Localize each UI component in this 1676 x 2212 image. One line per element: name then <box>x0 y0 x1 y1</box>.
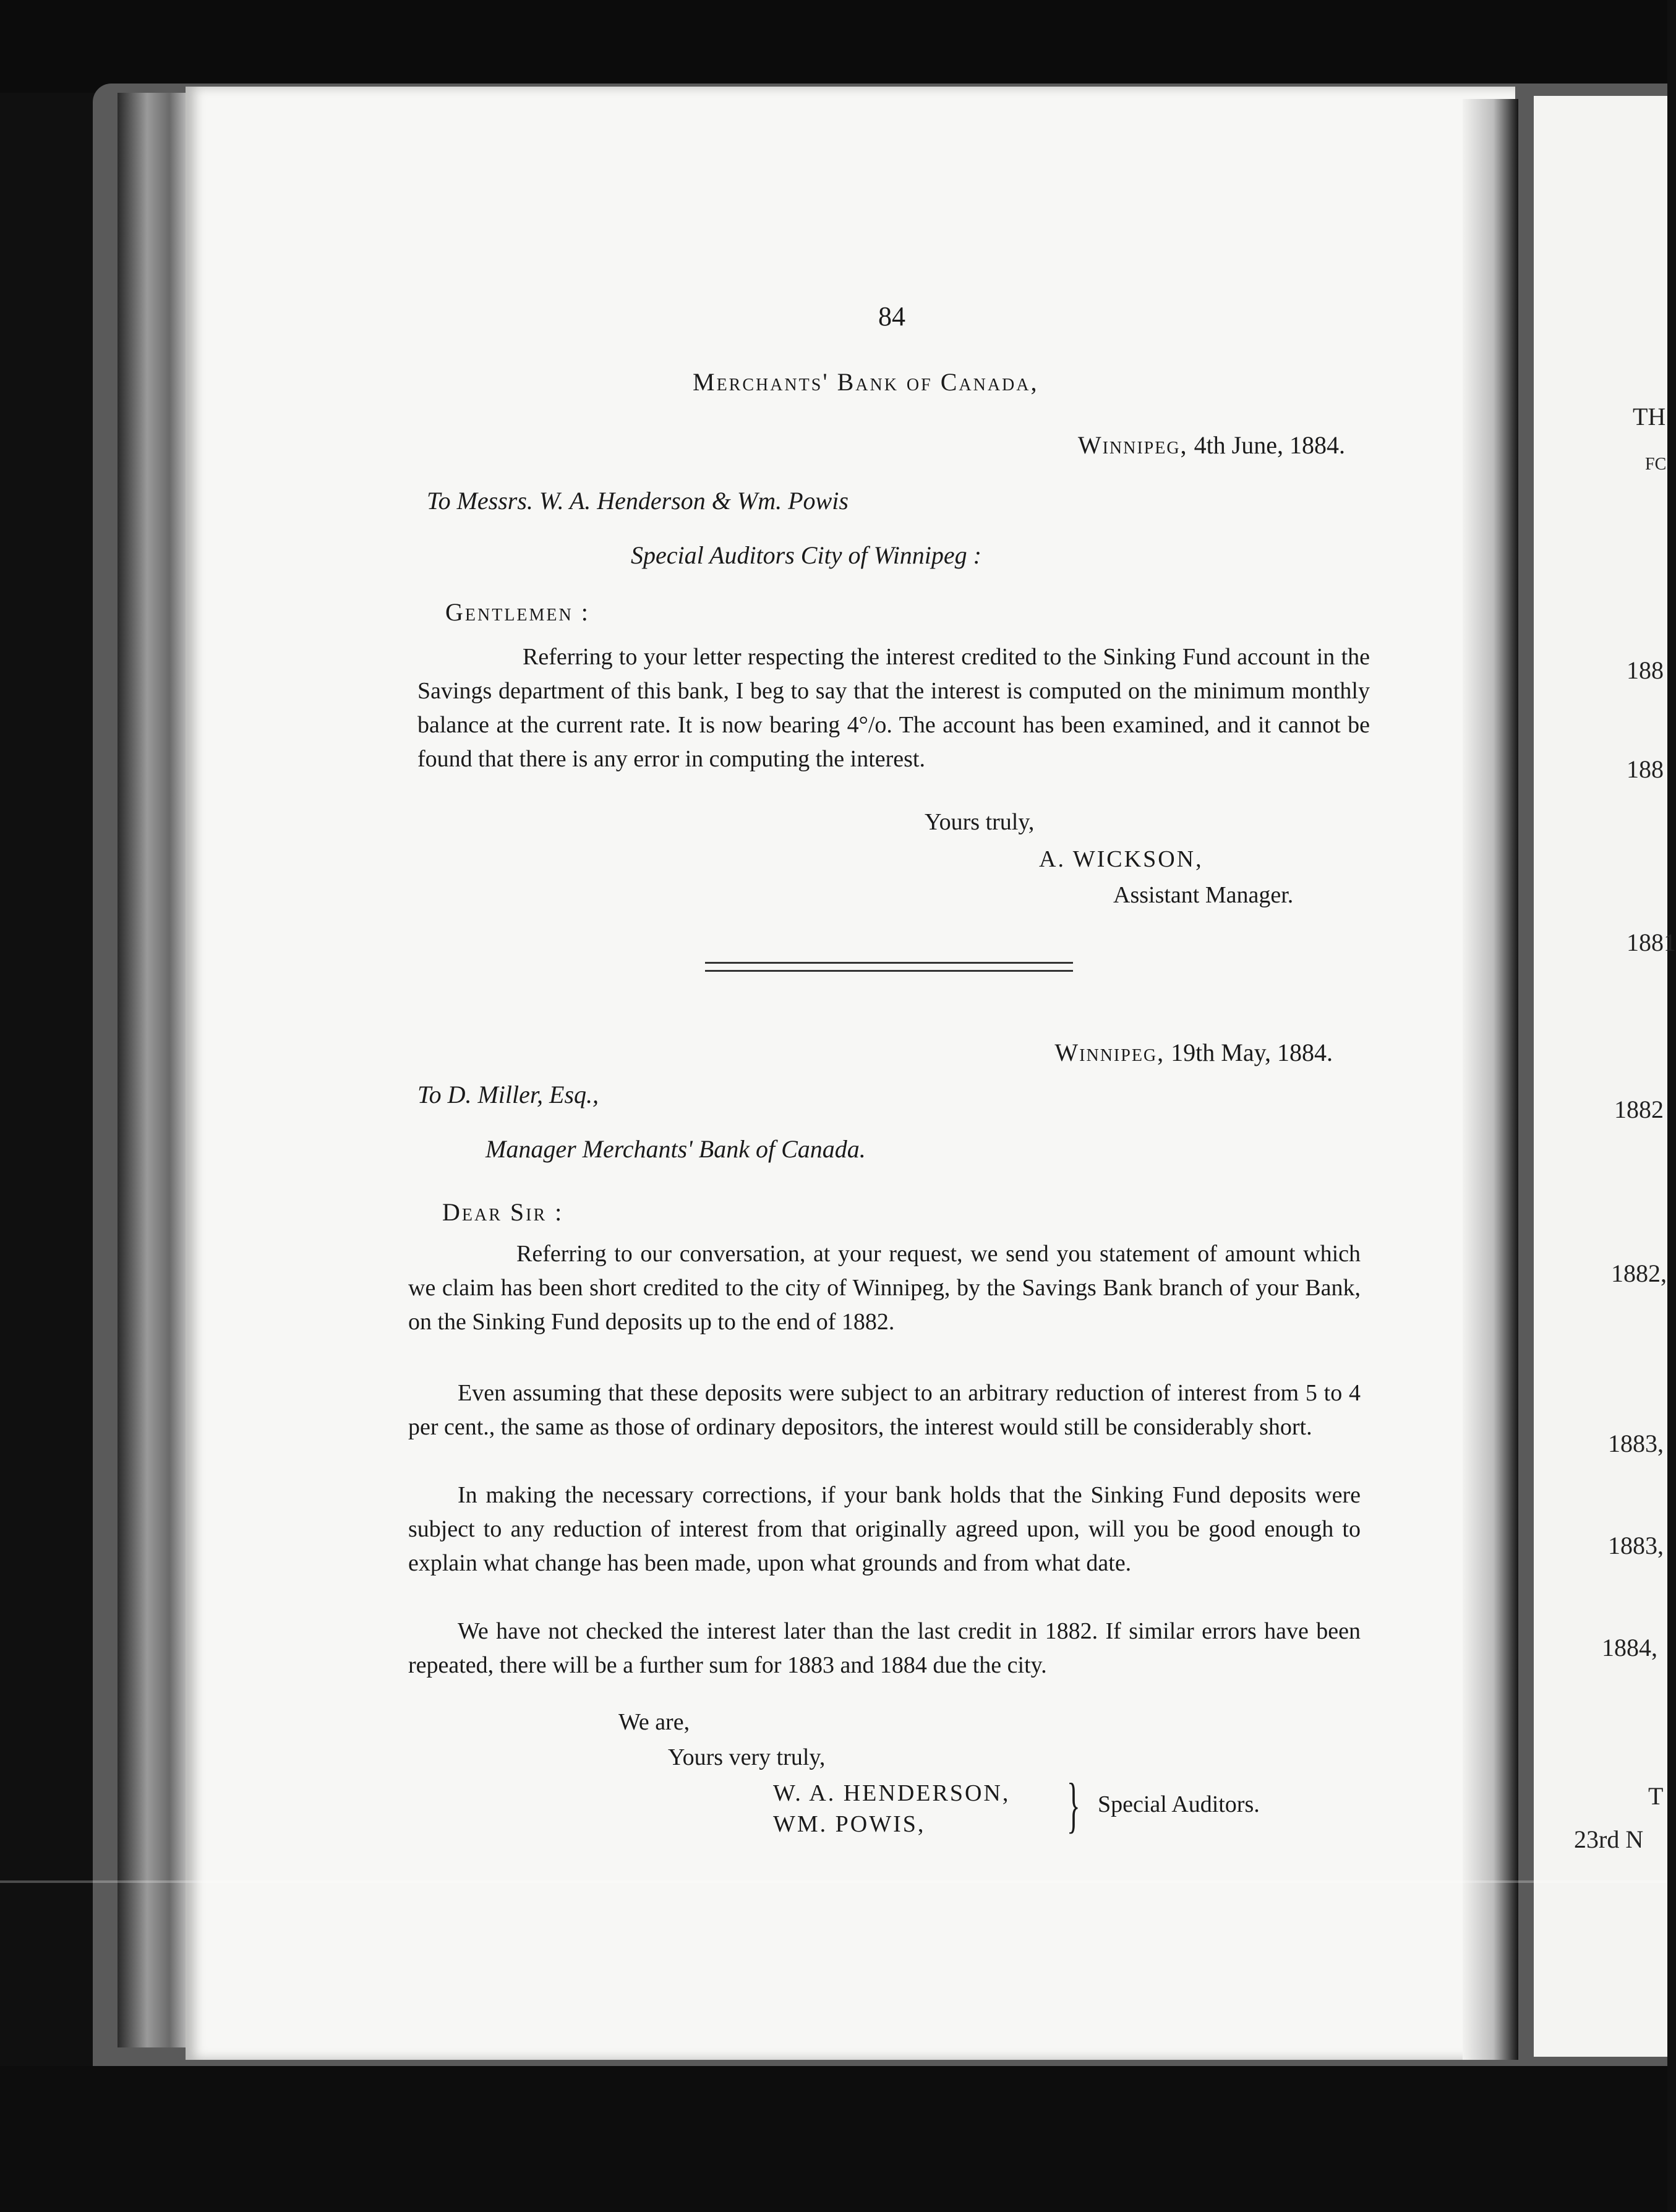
letter2-signer-2: WM. POWIS, <box>773 1811 926 1837</box>
letter2-paragraph: Even assuming that these deposits were subject to an arbitrary reduction of interest from 5 to 4 per cent., the same as those of ordinary depositors, the interest would still be considerably short. <box>408 1380 1361 1440</box>
bank-heading: Merchants' Bank of Canada, <box>693 368 1039 396</box>
letter2-paragraph: In making the necessary corrections, if your bank holds that the Sinking Fund deposits were subject to any reduction of interest from that originally agreed upon, will you be good enough to explain what change has been made, upon what grounds and from what date. <box>408 1482 1361 1576</box>
right-page-fragment: 1884, <box>1602 1634 1657 1661</box>
book-edge <box>118 93 192 2047</box>
right-page-fragment: TH <box>1633 403 1666 431</box>
right-page-fragment: T <box>1648 1782 1664 1810</box>
letter1-salutation: Gentlemen : <box>445 598 590 626</box>
scan-background-top <box>0 0 1667 93</box>
letter1-date-rest: 4th June, 1884. <box>1187 431 1345 459</box>
letter2-date-rest: 19th May, 1884. <box>1165 1039 1333 1066</box>
section-divider <box>705 962 1073 972</box>
letter2-paragraph: We have not checked the interest later than the last credit in 1882. If similar errors have been repeated, there will be a further sum for 1883 and 1884 due the city. <box>408 1618 1361 1678</box>
right-page-fragment: 188 <box>1627 755 1664 783</box>
right-page-fragment: 1883, <box>1608 1532 1664 1559</box>
right-page <box>1534 96 1667 2057</box>
letter1-recipient: To Messrs. W. A. Henderson & Wm. Powis <box>427 487 849 515</box>
letter1-signer: A. WICKSON, <box>1039 846 1204 872</box>
signature-brace: } <box>1067 1770 1080 1839</box>
right-page-fragment: 1882 <box>1614 1095 1664 1123</box>
letter2-signer-1: W. A. HENDERSON, <box>773 1780 1011 1806</box>
letter1-recipient-title: Special Auditors City of Winnipeg : <box>631 541 981 569</box>
letter2-salutation: Dear Sir : <box>442 1198 564 1226</box>
letter2-recipient: To D. Miller, Esq., <box>417 1081 599 1108</box>
page-number: 84 <box>878 301 905 332</box>
right-page-fragment: 1881 <box>1627 928 1676 956</box>
letter2-date <box>1054 1040 1333 1065</box>
right-page-fragment: FC <box>1645 455 1667 474</box>
letter1-closing: Yours truly, <box>925 809 1035 835</box>
right-page-fragment: 1883, <box>1608 1430 1664 1457</box>
letter1-date <box>1078 433 1345 458</box>
right-page-fragment: 23rd N <box>1574 1825 1644 1853</box>
letter1-body: Referring to your letter respecting the interest credited to the Sinking Fund account in the Savings department of this bank, I beg to say that the interest is computed on the minimum monthly balance at the current rate. It is now bearing 4°/o. The account has been examined, and it cannot be found that there is any error in computing the interest. <box>417 644 1370 772</box>
letter2-paragraph: Referring to our conversation, at your request, we send you statement of amount which we claim has been short credited to the city of Winnipeg, by the Savings Bank branch of your Bank, on the Sinking Fund deposits up to the end of 1882. <box>408 1241 1361 1335</box>
right-page-fragment: 1882, <box>1611 1259 1667 1287</box>
letter1-date-place: Winnipeg, <box>1077 431 1188 459</box>
right-page-fragment: 188 <box>1627 656 1664 684</box>
page-gutter <box>1463 99 1518 2060</box>
letter1-signer-title: Assistant Manager. <box>1113 882 1294 908</box>
scan-background-bottom <box>0 2066 1667 2212</box>
letter2-date-place: Winnipeg, <box>1054 1039 1165 1066</box>
letter2-closing-2: Yours very truly, <box>668 1744 826 1770</box>
letter2-recipient-title: Manager Merchants' Bank of Canada. <box>485 1135 866 1163</box>
letter2-signers-role: Special Auditors. <box>1098 1791 1260 1817</box>
scan-artifact-line <box>0 1880 1667 1883</box>
letter2-closing: We are, <box>618 1709 690 1735</box>
